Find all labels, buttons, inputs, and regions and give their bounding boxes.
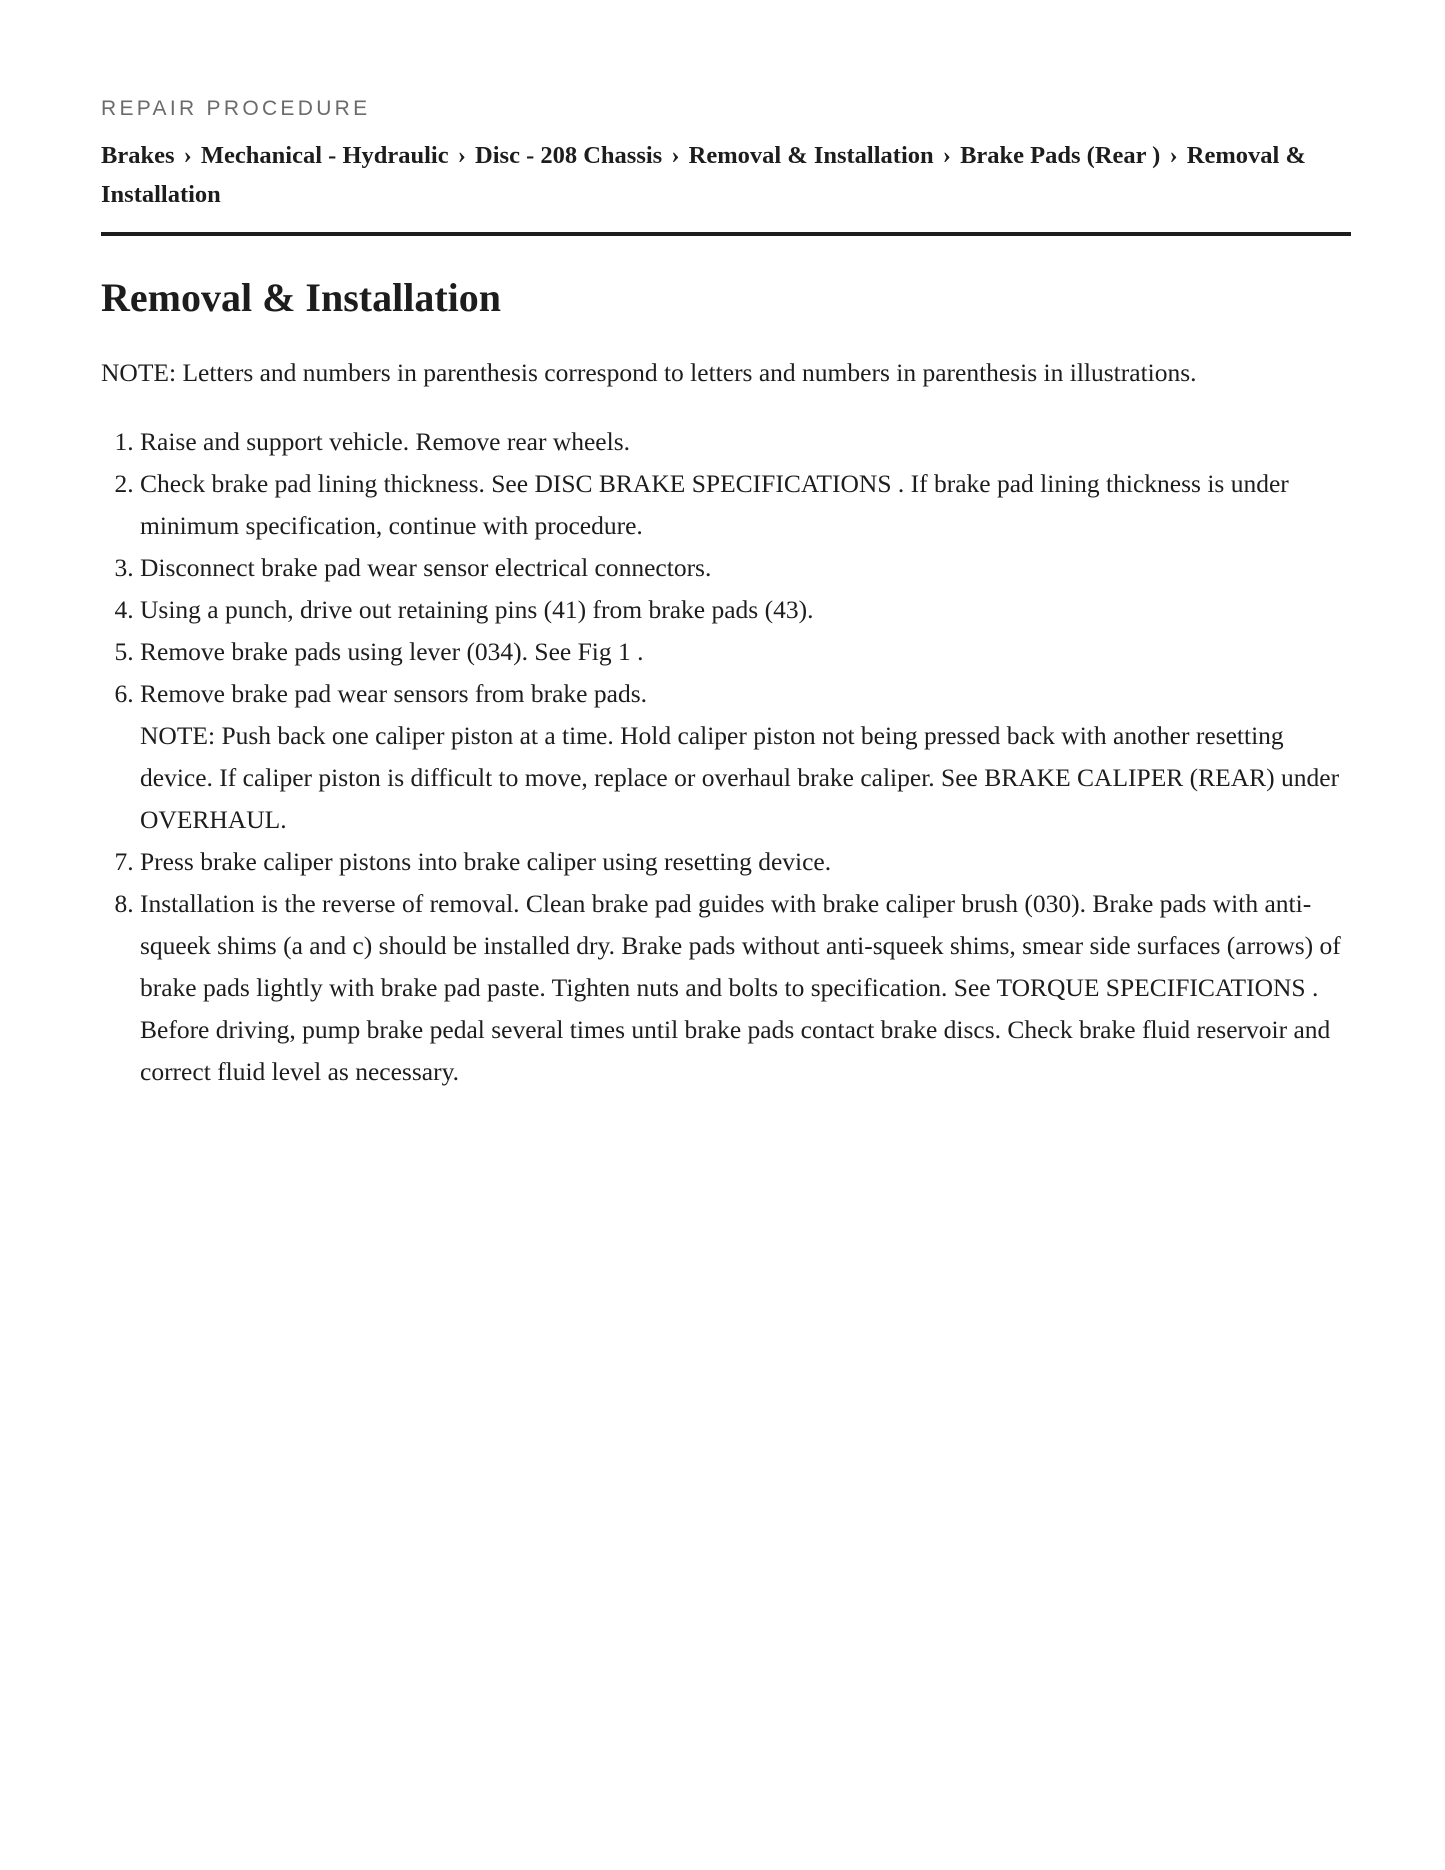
breadcrumb-separator: › — [671, 142, 680, 169]
step-text: Disconnect brake pad wear sensor electrical connectors. — [140, 553, 712, 582]
step-note: NOTE: Push back one caliper piston at a time. Hold caliper piston not being pressed back with another resetting device. If caliper piston is difficult to move, replace or overhaul brake caliper. See BRAKE CALIPER (REAR) under OVERHAUL. — [140, 721, 1340, 834]
step-text: Remove brake pad wear sensors from brake pads. — [140, 679, 647, 708]
breadcrumb-item[interactable]: Brakes — [101, 142, 175, 169]
procedure-step — [140, 463, 1351, 547]
procedure-step — [140, 883, 1351, 1093]
procedure-step — [140, 589, 1351, 631]
breadcrumb-item[interactable]: Mechanical - Hydraulic — [200, 142, 449, 169]
breadcrumb-separator: › — [183, 142, 192, 169]
intro-note: NOTE: Letters and numbers in parenthesis correspond to letters and numbers in parenthesis in illustrations. — [101, 358, 1197, 387]
page-title: Removal & Installation — [101, 275, 501, 320]
step-text: Raise and support vehicle. Remove rear wheels. — [140, 427, 631, 456]
step-text: Press brake caliper pistons into brake caliper using resetting device. — [140, 847, 832, 876]
step-text: Using a punch, drive out retaining pins (41) from brake pads (43). — [140, 595, 814, 624]
step-text: Installation is the reverse of removal. Clean brake pad guides with brake caliper brush (030). Brake pads with anti-squeek shims (a and c) should be installed dry. Brake pads without anti-squeek shims, smear side surfaces (arrows) of brake pads lightly with brake pad paste. Tighten nuts and bolts to specification. See TORQUE SPECIFICATIONS . Before driving, pump brake pedal several times until brake pads contact brake discs. Check brake fluid reservoir and correct fluid level as necessary. — [140, 889, 1341, 1086]
section-eyebrow: REPAIR PROCEDURE — [101, 97, 371, 120]
procedure-steps — [101, 421, 1351, 1093]
procedure-step — [140, 631, 1351, 673]
procedure-step — [140, 673, 1351, 841]
document-page — [101, 0, 1351, 1093]
breadcrumb-separator: › — [457, 142, 466, 169]
breadcrumb-item[interactable]: Brake Pads (Rear ) — [960, 142, 1161, 169]
breadcrumb-item[interactable]: Disc - 208 Chassis — [475, 142, 663, 169]
breadcrumb-separator: › — [1169, 142, 1178, 169]
procedure-step — [140, 421, 1351, 463]
breadcrumb-item-current: Removal & Installation — [101, 142, 1306, 208]
breadcrumb-separator: › — [942, 142, 951, 169]
step-text: Check brake pad lining thickness. See DISC BRAKE SPECIFICATIONS . If brake pad lining thickness is under minimum specification, continue with procedure. — [140, 469, 1289, 540]
step-text: Remove brake pads using lever (034). See Fig 1 . — [140, 637, 644, 666]
breadcrumb — [101, 136, 1351, 236]
procedure-step — [140, 547, 1351, 589]
procedure-step — [140, 841, 1351, 883]
breadcrumb-item[interactable]: Removal & Installation — [688, 142, 934, 169]
